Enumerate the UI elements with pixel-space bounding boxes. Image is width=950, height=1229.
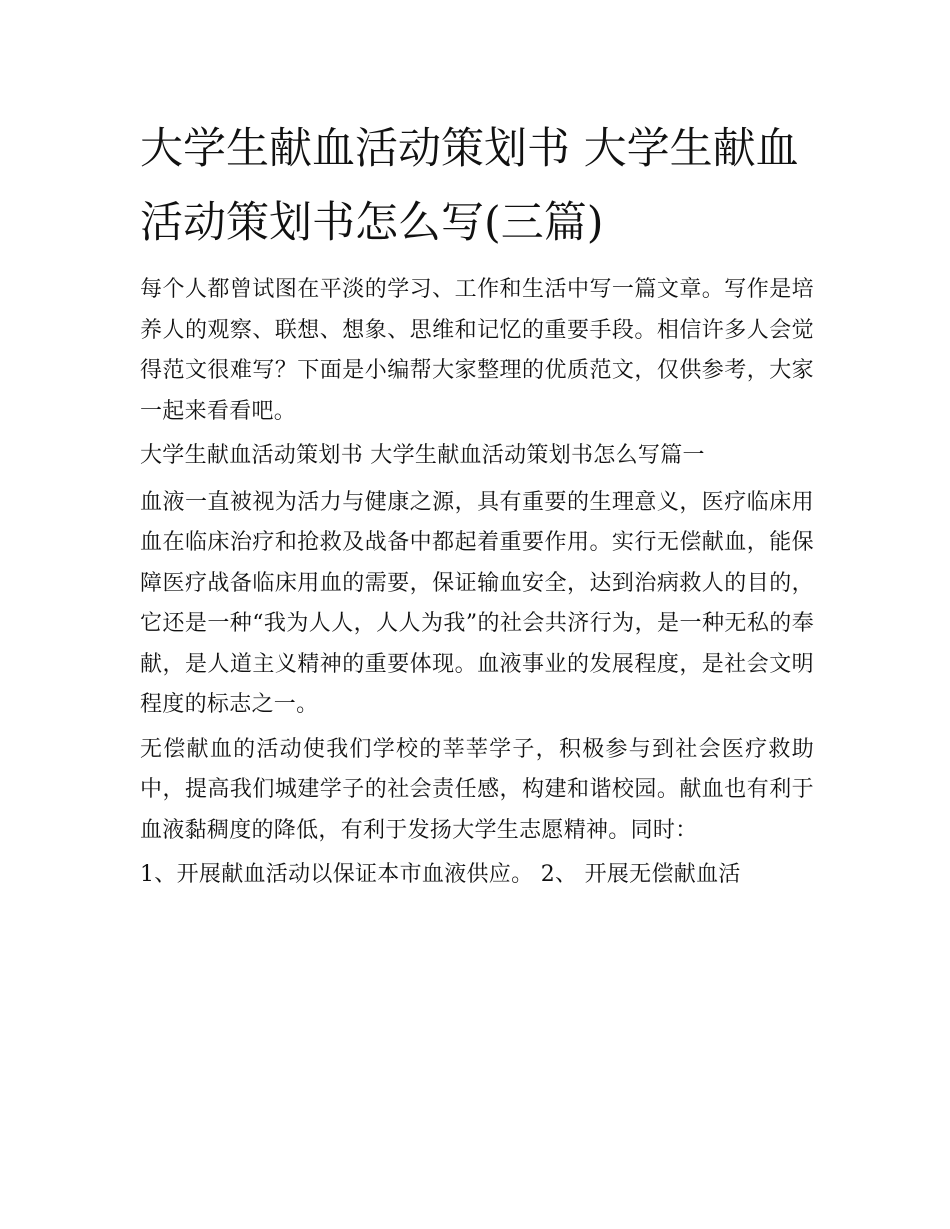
section-heading: 大学生献血活动策划书 大学生献血活动策划书怎么写篇一	[140, 443, 705, 468]
intro-paragraph: 每个人都曾试图在平淡的学习、工作和生活中写一篇文章。写作是培养人的观察、联想、想象、思维和记忆的重要手段。相信许多人会觉得范文很难写？下面是小编帮大家整理的优质范文，仅供参考，大家一起来看看吧。	[140, 277, 814, 424]
body-paragraph: 血液一直被视为活力与健康之源，具有重要的生理意义，医疗临床用血在临床治疗和抢救及战备中都起着重要作用。实行无偿献血，能保障医疗战备临床用血的需要，保证输血安全，达到治病救人的目的，它还是一种“我为人人，人人为我”的社会共济行为，是一种无私的奉献，是人道主义精神的重要体现。血液事业的发展程度，是社会文明程度的标志之一。	[140, 489, 814, 717]
document-body	[140, 112, 814, 900]
body-paragraph: 无偿献血的活动使我们学校的莘莘学子，积极参与到社会医疗救助中，提高我们城建学子的社会责任感，构建和谐校园。献血也有利于血液黏稠度的降低，有利于发扬大学生志愿精神。同时：	[140, 736, 814, 843]
document-title: 大学生献血活动策划书 大学生献血活动策划书怎么写(三篇)	[140, 124, 799, 248]
list-paragraph: 1、开展献血活动以保证本市血液供应。 2、 开展无偿献血活	[140, 862, 741, 887]
